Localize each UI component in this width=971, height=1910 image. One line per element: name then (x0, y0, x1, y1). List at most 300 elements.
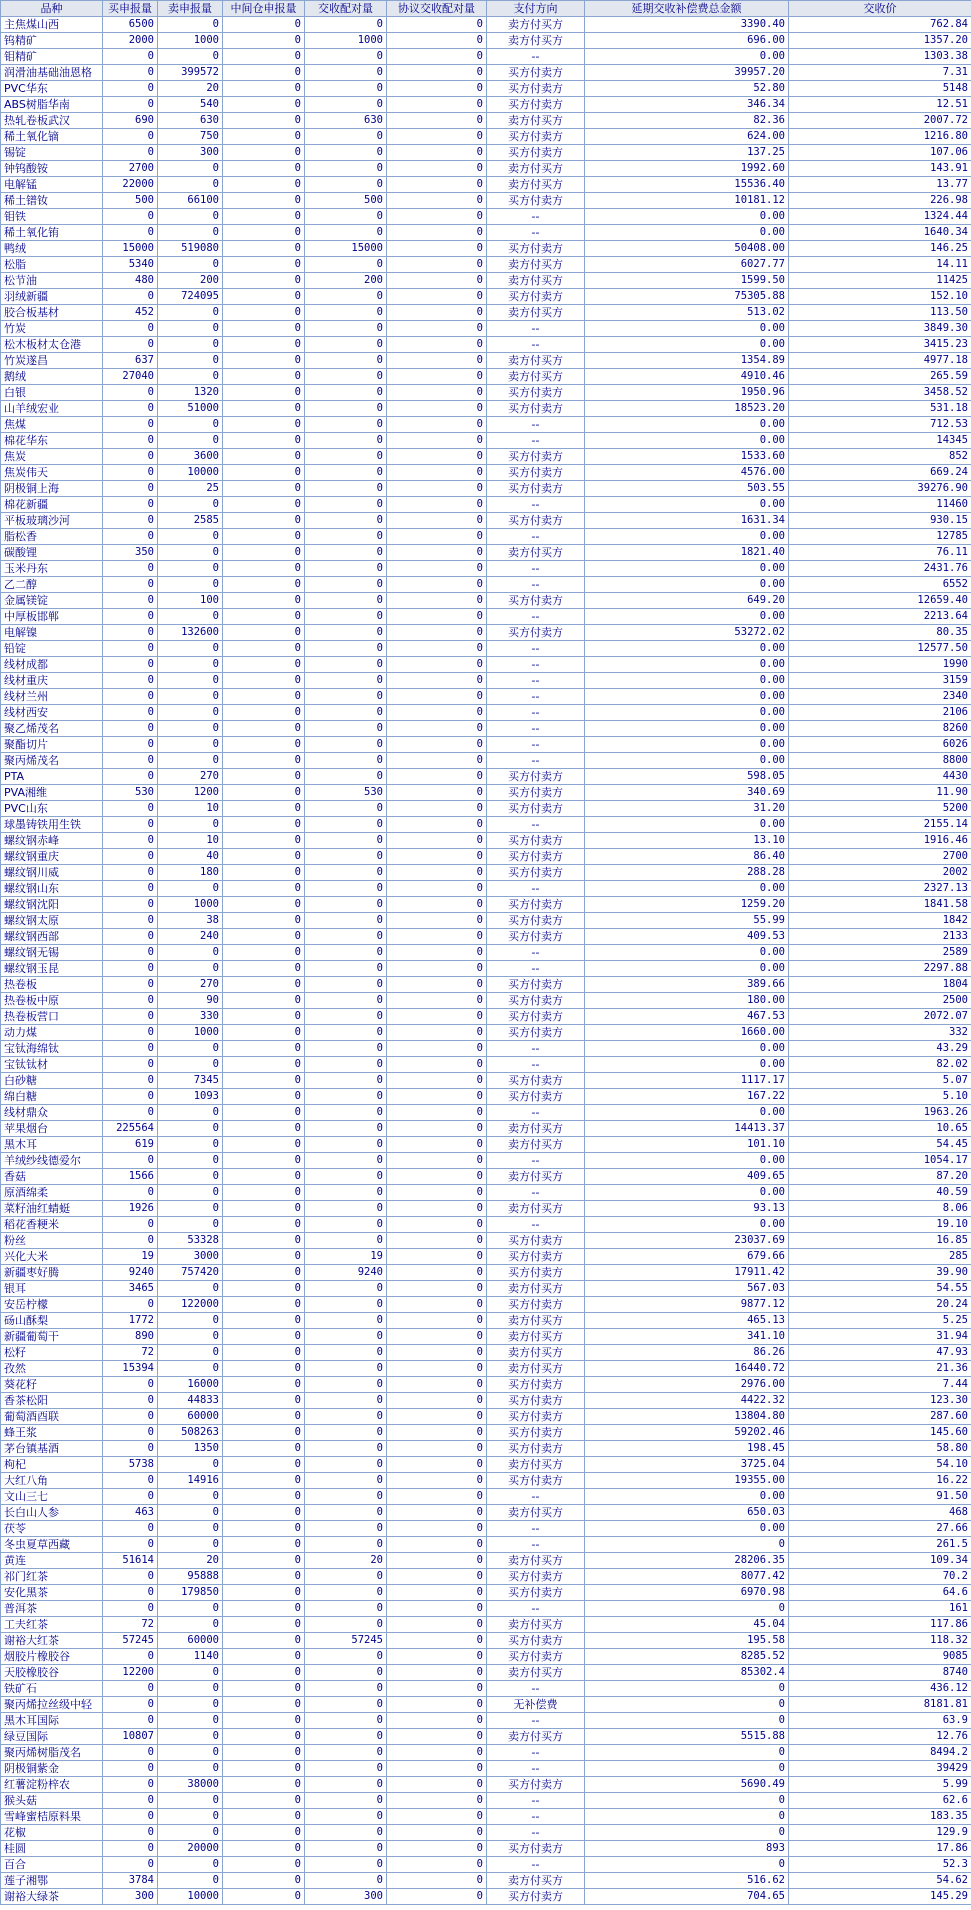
value-cell: 87.20 (789, 1169, 971, 1185)
value-cell: 13.77 (789, 177, 971, 193)
value-cell: 0 (305, 289, 387, 305)
value-cell: 0.00 (585, 737, 789, 753)
value-cell: 0 (305, 913, 387, 929)
value-cell: 0 (305, 1521, 387, 1537)
value-cell: 500 (103, 193, 158, 209)
commodity-name-cell: 苹果烟台 (1, 1121, 103, 1137)
table-row (1, 225, 971, 241)
value-cell: 637 (103, 353, 158, 369)
value-cell: 72 (103, 1617, 158, 1633)
value-cell: 15536.40 (585, 177, 789, 193)
table-row (1, 673, 971, 689)
value-cell: 0 (223, 241, 305, 257)
value-cell: 0 (223, 385, 305, 401)
value-cell: 0 (223, 753, 305, 769)
commodity-name-cell: 钼精矿 (1, 49, 103, 65)
value-cell: 2297.88 (789, 961, 971, 977)
value-cell: 0 (305, 833, 387, 849)
value-cell: 0 (158, 705, 223, 721)
value-cell: 0 (158, 1873, 223, 1889)
value-cell: 0 (585, 1761, 789, 1777)
value-cell: 0 (223, 1105, 305, 1121)
payment-direction-cell: 卖方付买方 (487, 1121, 585, 1137)
payment-direction-cell: -- (487, 1857, 585, 1873)
payment-direction-cell: -- (487, 1809, 585, 1825)
value-cell: 0 (387, 113, 487, 129)
payment-direction-cell: -- (487, 945, 585, 961)
value-cell: 0 (103, 1489, 158, 1505)
value-cell: 0 (158, 1361, 223, 1377)
value-cell: 0 (305, 801, 387, 817)
value-cell: 0 (305, 209, 387, 225)
value-cell: 0 (223, 1697, 305, 1713)
payment-direction-cell: 买方付卖方 (487, 65, 585, 81)
value-cell: 0 (158, 1217, 223, 1233)
value-cell: 75305.88 (585, 289, 789, 305)
value-cell: 0.00 (585, 225, 789, 241)
value-cell: 0 (223, 1409, 305, 1425)
value-cell: 0 (103, 609, 158, 625)
table-row (1, 1217, 971, 1233)
table-row (1, 1425, 971, 1441)
value-cell: 0 (223, 1201, 305, 1217)
table-row (1, 593, 971, 609)
value-cell: 0 (223, 1761, 305, 1777)
value-cell: 54.55 (789, 1281, 971, 1297)
value-cell: 0 (387, 1841, 487, 1857)
value-cell: 0 (305, 1409, 387, 1425)
table-row (1, 1089, 971, 1105)
value-cell: 0 (387, 1329, 487, 1345)
table-row (1, 1697, 971, 1713)
commodity-name-cell: 线材重庆 (1, 673, 103, 689)
value-cell: 0 (223, 913, 305, 929)
value-cell: 0 (305, 1601, 387, 1617)
value-cell: 0 (158, 945, 223, 961)
payment-direction-cell: 买方付卖方 (487, 481, 585, 497)
value-cell: 0 (305, 417, 387, 433)
value-cell: 0 (305, 1585, 387, 1601)
value-cell: 0 (223, 801, 305, 817)
value-cell: 0 (387, 1377, 487, 1393)
payment-direction-cell: 卖方付买方 (487, 17, 585, 33)
value-cell: 62.6 (789, 1793, 971, 1809)
value-cell: 0 (103, 1745, 158, 1761)
payment-direction-cell: 买方付卖方 (487, 849, 585, 865)
payment-direction-cell: 卖方付买方 (487, 257, 585, 273)
commodity-name-cell: 粉丝 (1, 1233, 103, 1249)
value-cell: 11425 (789, 273, 971, 289)
table-row (1, 433, 971, 449)
payment-direction-cell: -- (487, 673, 585, 689)
value-cell: 226.98 (789, 193, 971, 209)
value-cell: 0 (223, 1073, 305, 1089)
commodity-name-cell: 松木板材太仓港 (1, 337, 103, 353)
value-cell: 0 (223, 1153, 305, 1169)
table-row (1, 769, 971, 785)
value-cell: 0 (103, 1825, 158, 1841)
table-row (1, 1297, 971, 1313)
value-cell: 0.00 (585, 321, 789, 337)
value-cell: 409.65 (585, 1169, 789, 1185)
value-cell: 17911.42 (585, 1265, 789, 1281)
payment-direction-cell: 卖方付买方 (487, 177, 585, 193)
commodity-name-cell: 线材西安 (1, 705, 103, 721)
value-cell: 0 (223, 625, 305, 641)
commodity-name-cell: 聚乙烯茂名 (1, 721, 103, 737)
table-row (1, 1393, 971, 1409)
value-cell: 72 (103, 1345, 158, 1361)
value-cell: 0 (223, 1425, 305, 1441)
payment-direction-cell: -- (487, 1041, 585, 1057)
value-cell: 0.00 (585, 529, 789, 545)
payment-direction-cell: -- (487, 561, 585, 577)
value-cell: 0 (158, 881, 223, 897)
value-cell: 9240 (103, 1265, 158, 1281)
commodity-name-cell: 茯苓 (1, 1521, 103, 1537)
payment-direction-cell: -- (487, 737, 585, 753)
payment-direction-cell: 买方付卖方 (487, 1841, 585, 1857)
payment-direction-cell: 买方付卖方 (487, 1585, 585, 1601)
value-cell: 0 (305, 881, 387, 897)
value-cell: 0 (158, 1137, 223, 1153)
value-cell: 38 (158, 913, 223, 929)
value-cell: 6026 (789, 737, 971, 753)
commodity-name-cell: 碳酸锂 (1, 545, 103, 561)
value-cell: 54.62 (789, 1873, 971, 1889)
value-cell: 0 (305, 145, 387, 161)
value-cell: 0 (305, 1745, 387, 1761)
payment-direction-cell: 买方付卖方 (487, 1025, 585, 1041)
table-row (1, 977, 971, 993)
value-cell: 0 (223, 1345, 305, 1361)
value-cell: 0 (223, 465, 305, 481)
payment-direction-cell: 卖方付买方 (487, 1201, 585, 1217)
value-cell: 0 (387, 305, 487, 321)
value-cell: 16.22 (789, 1473, 971, 1489)
value-cell: 0 (158, 1825, 223, 1841)
value-cell: 762.84 (789, 17, 971, 33)
value-cell: 107.06 (789, 145, 971, 161)
value-cell: 6552 (789, 577, 971, 593)
commodity-name-cell: 钟钨酸铵 (1, 161, 103, 177)
value-cell: 0.00 (585, 1185, 789, 1201)
value-cell: 0.00 (585, 705, 789, 721)
value-cell: 0 (223, 577, 305, 593)
value-cell: 0 (103, 497, 158, 513)
value-cell: 0.00 (585, 1057, 789, 1073)
value-cell: 0 (158, 689, 223, 705)
value-cell: 0 (223, 689, 305, 705)
value-cell: 1842 (789, 913, 971, 929)
value-cell: 5148 (789, 81, 971, 97)
value-cell: 0 (158, 1057, 223, 1073)
payment-direction-cell: 买方付卖方 (487, 465, 585, 481)
value-cell: 0 (158, 433, 223, 449)
value-cell: 465.13 (585, 1313, 789, 1329)
value-cell: 0 (305, 705, 387, 721)
commodity-name-cell: 葡萄酒酉联 (1, 1409, 103, 1425)
value-cell: 0 (387, 49, 487, 65)
payment-direction-cell: -- (487, 1537, 585, 1553)
value-cell: 2000 (103, 33, 158, 49)
commodity-name-cell: 热卷板营口 (1, 1009, 103, 1025)
value-cell: 20 (158, 81, 223, 97)
commodity-name-cell: 白砂糖 (1, 1073, 103, 1089)
value-cell: 4422.32 (585, 1393, 789, 1409)
value-cell: 0 (223, 225, 305, 241)
payment-direction-cell: 卖方付买方 (487, 1345, 585, 1361)
payment-direction-cell: -- (487, 753, 585, 769)
value-cell: 0 (305, 1057, 387, 1073)
value-cell: 0 (305, 1505, 387, 1521)
table-row (1, 753, 971, 769)
value-cell: 0 (387, 929, 487, 945)
value-cell: 0 (223, 881, 305, 897)
value-cell: 14345 (789, 433, 971, 449)
value-cell: 0 (158, 1681, 223, 1697)
value-cell: 0 (305, 497, 387, 513)
value-cell: 513.02 (585, 305, 789, 321)
value-cell: 0 (158, 1041, 223, 1057)
value-cell: 0 (223, 1777, 305, 1793)
value-cell: 0 (223, 897, 305, 913)
value-cell: 64.6 (789, 1585, 971, 1601)
value-cell: 0 (103, 721, 158, 737)
table-row (1, 625, 971, 641)
value-cell: 0 (223, 609, 305, 625)
value-cell: 0 (305, 97, 387, 113)
payment-direction-cell: 买方付卖方 (487, 129, 585, 145)
value-cell: 0 (305, 817, 387, 833)
value-cell: 2106 (789, 705, 971, 721)
value-cell: 14916 (158, 1473, 223, 1489)
value-cell: 0 (103, 209, 158, 225)
value-cell: 452 (103, 305, 158, 321)
table-row (1, 401, 971, 417)
commodity-name-cell: 谢裕大红茶 (1, 1633, 103, 1649)
payment-direction-cell: 买方付卖方 (487, 1777, 585, 1793)
value-cell: 0 (158, 337, 223, 353)
value-cell: 0 (103, 433, 158, 449)
payment-direction-cell: 买方付卖方 (487, 1409, 585, 1425)
value-cell: 0 (387, 401, 487, 417)
value-cell: 0 (158, 1489, 223, 1505)
commodity-name-cell: 螺纹钢西部 (1, 929, 103, 945)
value-cell: 20.24 (789, 1297, 971, 1313)
value-cell: 0 (387, 369, 487, 385)
value-cell: 0 (387, 1361, 487, 1377)
value-cell: 80.35 (789, 625, 971, 641)
value-cell: 0 (305, 1809, 387, 1825)
value-cell: 3159 (789, 673, 971, 689)
value-cell: 285 (789, 1249, 971, 1265)
value-cell: 0 (223, 961, 305, 977)
value-cell: 0 (223, 929, 305, 945)
value-cell: 0 (223, 1297, 305, 1313)
value-cell: 10 (158, 801, 223, 817)
value-cell: 0 (223, 1489, 305, 1505)
table-row (1, 97, 971, 113)
value-cell: 0 (158, 1793, 223, 1809)
table-row (1, 1537, 971, 1553)
value-cell: 480 (103, 273, 158, 289)
value-cell: 0.00 (585, 753, 789, 769)
value-cell: 0 (387, 673, 487, 689)
value-cell: 0 (103, 849, 158, 865)
value-cell: 0 (305, 737, 387, 753)
value-cell: 340.69 (585, 785, 789, 801)
value-cell: 12785 (789, 529, 971, 545)
value-cell: 0 (103, 1089, 158, 1105)
table-row (1, 1153, 971, 1169)
table-row (1, 81, 971, 97)
value-cell: 409.53 (585, 929, 789, 945)
value-cell: 5690.49 (585, 1777, 789, 1793)
value-cell: 22000 (103, 177, 158, 193)
table-row (1, 929, 971, 945)
value-cell: 0 (223, 1505, 305, 1521)
value-cell: 0 (305, 1473, 387, 1489)
commodity-name-cell: 花椒 (1, 1825, 103, 1841)
value-cell: 0 (158, 353, 223, 369)
value-cell: 0 (158, 1313, 223, 1329)
value-cell: 40 (158, 849, 223, 865)
table-row (1, 529, 971, 545)
value-cell: 0 (387, 513, 487, 529)
value-cell: 0 (387, 145, 487, 161)
value-cell: 0 (223, 1793, 305, 1809)
payment-direction-cell: -- (487, 1681, 585, 1697)
commodity-name-cell: 新疆枣好腾 (1, 1265, 103, 1281)
value-cell: 0 (387, 81, 487, 97)
value-cell: 0 (103, 1041, 158, 1057)
value-cell: 0 (387, 577, 487, 593)
value-cell: 930.15 (789, 513, 971, 529)
commodity-name-cell: 宝钛海绵钛 (1, 1041, 103, 1057)
value-cell: 19 (305, 1249, 387, 1265)
payment-direction-cell: 买方付卖方 (487, 769, 585, 785)
value-cell: 0 (387, 1553, 487, 1569)
value-cell: 0 (585, 1793, 789, 1809)
value-cell: 0 (305, 1121, 387, 1137)
commodity-name-cell: 棉花华东 (1, 433, 103, 449)
value-cell: 0 (158, 1857, 223, 1873)
value-cell: 19 (103, 1249, 158, 1265)
value-cell: 3390.40 (585, 17, 789, 33)
commodity-name-cell: 稀土氧化镝 (1, 129, 103, 145)
commodity-name-cell: 鸭绒 (1, 241, 103, 257)
value-cell: 0.00 (585, 657, 789, 673)
value-cell: 146.25 (789, 241, 971, 257)
value-cell: 2007.72 (789, 113, 971, 129)
value-cell: 0 (585, 1697, 789, 1713)
value-cell: 0 (305, 1233, 387, 1249)
value-cell: 0 (103, 321, 158, 337)
commodity-name-cell: 锡锭 (1, 145, 103, 161)
value-cell: 0 (387, 1697, 487, 1713)
table-row (1, 1041, 971, 1057)
value-cell: 0 (305, 161, 387, 177)
table-row (1, 1361, 971, 1377)
value-cell: 0 (305, 897, 387, 913)
value-cell: 59202.46 (585, 1425, 789, 1441)
commodity-name-cell: 枸杞 (1, 1457, 103, 1473)
value-cell: 650.03 (585, 1505, 789, 1521)
value-cell: 2700 (103, 161, 158, 177)
value-cell: 467.53 (585, 1009, 789, 1025)
value-cell: 0 (103, 641, 158, 657)
value-cell: 0 (158, 161, 223, 177)
value-cell: 10000 (158, 1889, 223, 1905)
value-cell: 598.05 (585, 769, 789, 785)
value-cell: 0 (223, 1553, 305, 1569)
value-cell: 19.10 (789, 1217, 971, 1233)
column-header: 交收价 (789, 1, 971, 17)
payment-direction-cell: 买方付卖方 (487, 1393, 585, 1409)
value-cell: 0 (158, 609, 223, 625)
value-cell: 0 (387, 129, 487, 145)
payment-direction-cell: -- (487, 1761, 585, 1777)
value-cell: 6970.98 (585, 1585, 789, 1601)
value-cell: 3725.04 (585, 1457, 789, 1473)
value-cell: 0 (305, 1729, 387, 1745)
value-cell: 0 (223, 1601, 305, 1617)
value-cell: 0 (103, 1233, 158, 1249)
table-row (1, 1873, 971, 1889)
value-cell: 0.00 (585, 417, 789, 433)
value-cell: 0 (387, 385, 487, 401)
value-cell: 0 (223, 33, 305, 49)
value-cell: 0 (305, 1425, 387, 1441)
value-cell: 0 (387, 1825, 487, 1841)
commodity-name-cell: 百合 (1, 1857, 103, 1873)
value-cell: 180.00 (585, 993, 789, 1009)
value-cell: 0 (223, 657, 305, 673)
value-cell: 0.00 (585, 817, 789, 833)
column-header: 支付方向 (487, 1, 585, 17)
value-cell: 0 (158, 1457, 223, 1473)
value-cell: 0 (158, 209, 223, 225)
payment-direction-cell: -- (487, 497, 585, 513)
value-cell: 0 (223, 1537, 305, 1553)
value-cell: 0.00 (585, 609, 789, 625)
value-cell: 0 (585, 1745, 789, 1761)
value-cell: 12.76 (789, 1729, 971, 1745)
value-cell: 1200 (158, 785, 223, 801)
value-cell: 0 (305, 529, 387, 545)
value-cell: 0 (103, 97, 158, 113)
value-cell: 0 (387, 1873, 487, 1889)
value-cell: 0 (387, 1313, 487, 1329)
value-cell: 10181.12 (585, 193, 789, 209)
value-cell: 16000 (158, 1377, 223, 1393)
table-row (1, 993, 971, 1009)
value-cell: 0 (387, 1489, 487, 1505)
payment-direction-cell: -- (487, 1745, 585, 1761)
value-cell: 0.00 (585, 497, 789, 513)
value-cell: 0 (223, 289, 305, 305)
value-cell: 0 (103, 1585, 158, 1601)
value-cell: 1772 (103, 1313, 158, 1329)
value-cell: 0 (387, 337, 487, 353)
column-header: 协议交收配对量 (387, 1, 487, 17)
value-cell: 0 (223, 705, 305, 721)
value-cell: 38000 (158, 1777, 223, 1793)
value-cell: 0 (305, 433, 387, 449)
value-cell: 0 (103, 945, 158, 961)
value-cell: 0 (158, 49, 223, 65)
